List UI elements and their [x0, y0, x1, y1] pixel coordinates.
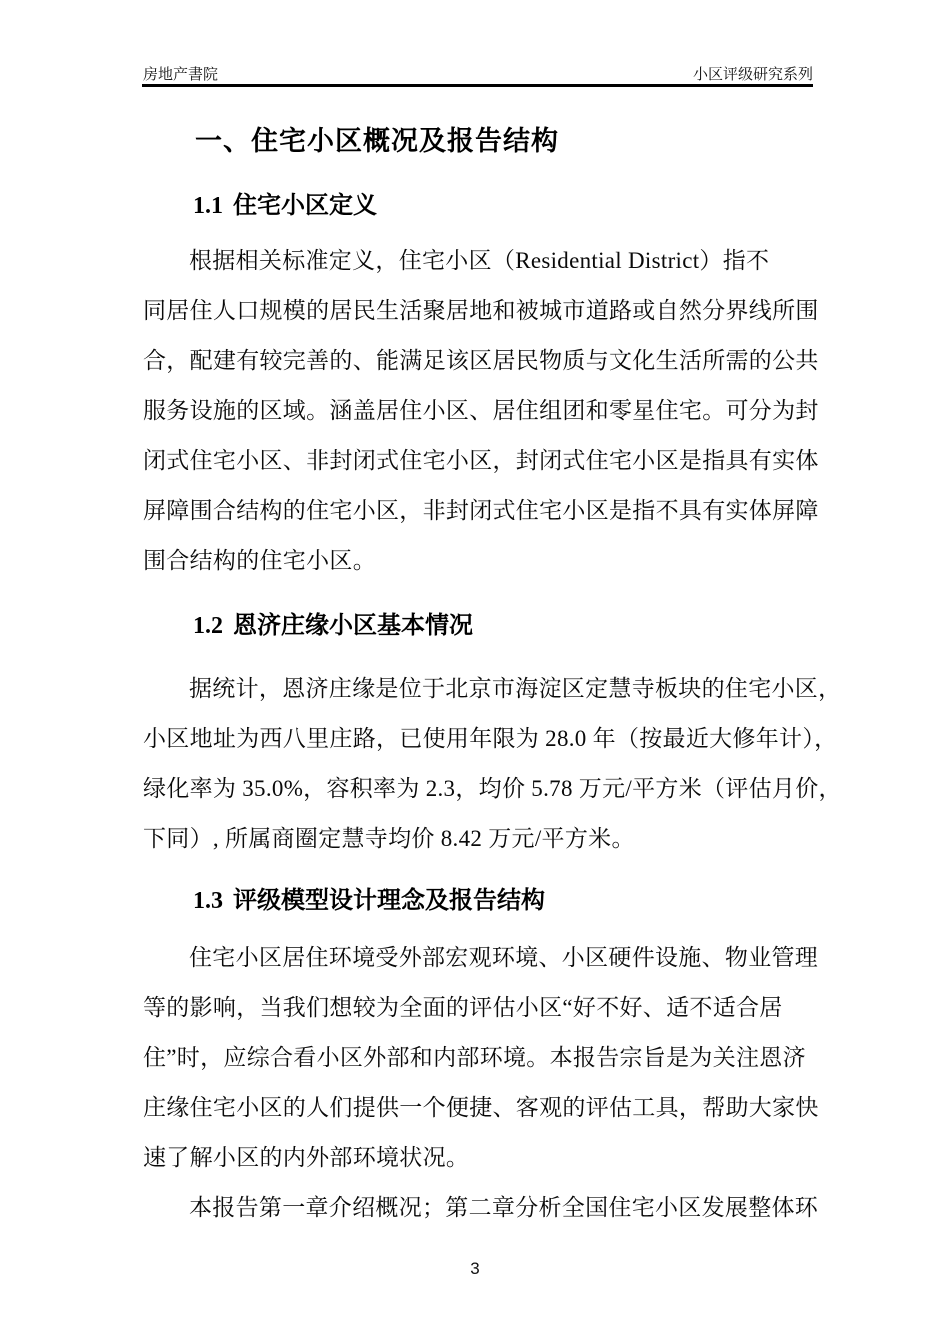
section-heading-1-1 [193, 185, 377, 220]
paragraph-basic-info [143, 664, 842, 864]
header-right-text: 小区评级研究系列 [692, 66, 813, 83]
paragraph-line: 根据相关标准定义，住宅小区（Residential District）指不 [189, 248, 770, 273]
paragraph-report-structure [143, 1183, 819, 1233]
paragraph-line: 等的影响，当我们想较为全面的评估小区“好不好、适不适合居 [143, 995, 783, 1020]
paragraph-definition [143, 236, 819, 586]
paragraph-line: 据统计，恩济庄缘是位于北京市海淀区定慧寺板块的住宅小区， [189, 676, 842, 701]
paragraph-model-concept [143, 933, 819, 1183]
page-number: 3 [470, 1259, 480, 1278]
section-number: 1.3 [193, 888, 223, 914]
paragraph-line: 合，配建有较完善的、能满足该区居民物质与文化生活所需的公共 [143, 348, 819, 373]
paragraph-line: 同居住人口规模的居民生活聚居地和被城市道路或自然分界线所围 [143, 298, 819, 323]
paragraph-line: 住”时，应综合看小区外部和内部环境。本报告宗旨是为关注恩济 [143, 1045, 806, 1070]
paragraph-line: 本报告第一章介绍概况；第二章分析全国住宅小区发展整体环 [189, 1195, 819, 1220]
section-heading-1-3 [193, 880, 545, 915]
paragraph-line: 小区地址为西八里庄路，已使用年限为 28.0 年（按最近大修年计）， [143, 726, 838, 751]
chapter-title: 一、住宅小区概况及报告结构 [195, 126, 559, 156]
paragraph-line: 庄缘住宅小区的人们提供一个便捷、客观的评估工具，帮助大家快 [143, 1095, 819, 1120]
paragraph-line: 服务设施的区域。涵盖居住小区、居住组团和零星住宅。可分为封 [143, 398, 819, 423]
paragraph-line: 闭式住宅小区、非封闭式住宅小区，封闭式住宅小区是指具有实体 [143, 448, 819, 473]
header-left-text: 房地产書院 [143, 66, 219, 83]
paragraph-line: 围合结构的住宅小区。 [143, 548, 376, 573]
section-heading-text: 住宅小区定义 [233, 192, 377, 219]
paragraph-line: 绿化率为 35.0%，容积率为 2.3，均价 5.78 万元/平方米（评估月价， [143, 776, 842, 801]
paragraph-line: 屏障围合结构的住宅小区，非封闭式住宅小区是指不具有实体屏障 [143, 498, 819, 523]
header-rule [142, 84, 813, 87]
section-number: 1.1 [193, 193, 223, 219]
section-heading-1-2 [193, 605, 473, 640]
section-number: 1.2 [193, 613, 223, 639]
paragraph-line: 住宅小区居住环境受外部宏观环境、小区硬件设施、物业管理 [189, 945, 819, 970]
paragraph-line: 速了解小区的内外部环境状况。 [143, 1145, 470, 1170]
section-heading-text: 恩济庄缘小区基本情况 [233, 612, 473, 639]
paragraph-line: 下同）, 所属商圈定慧寺均价 8.42 万元/平方米。 [143, 826, 635, 851]
section-heading-text: 评级模型设计理念及报告结构 [233, 887, 545, 914]
